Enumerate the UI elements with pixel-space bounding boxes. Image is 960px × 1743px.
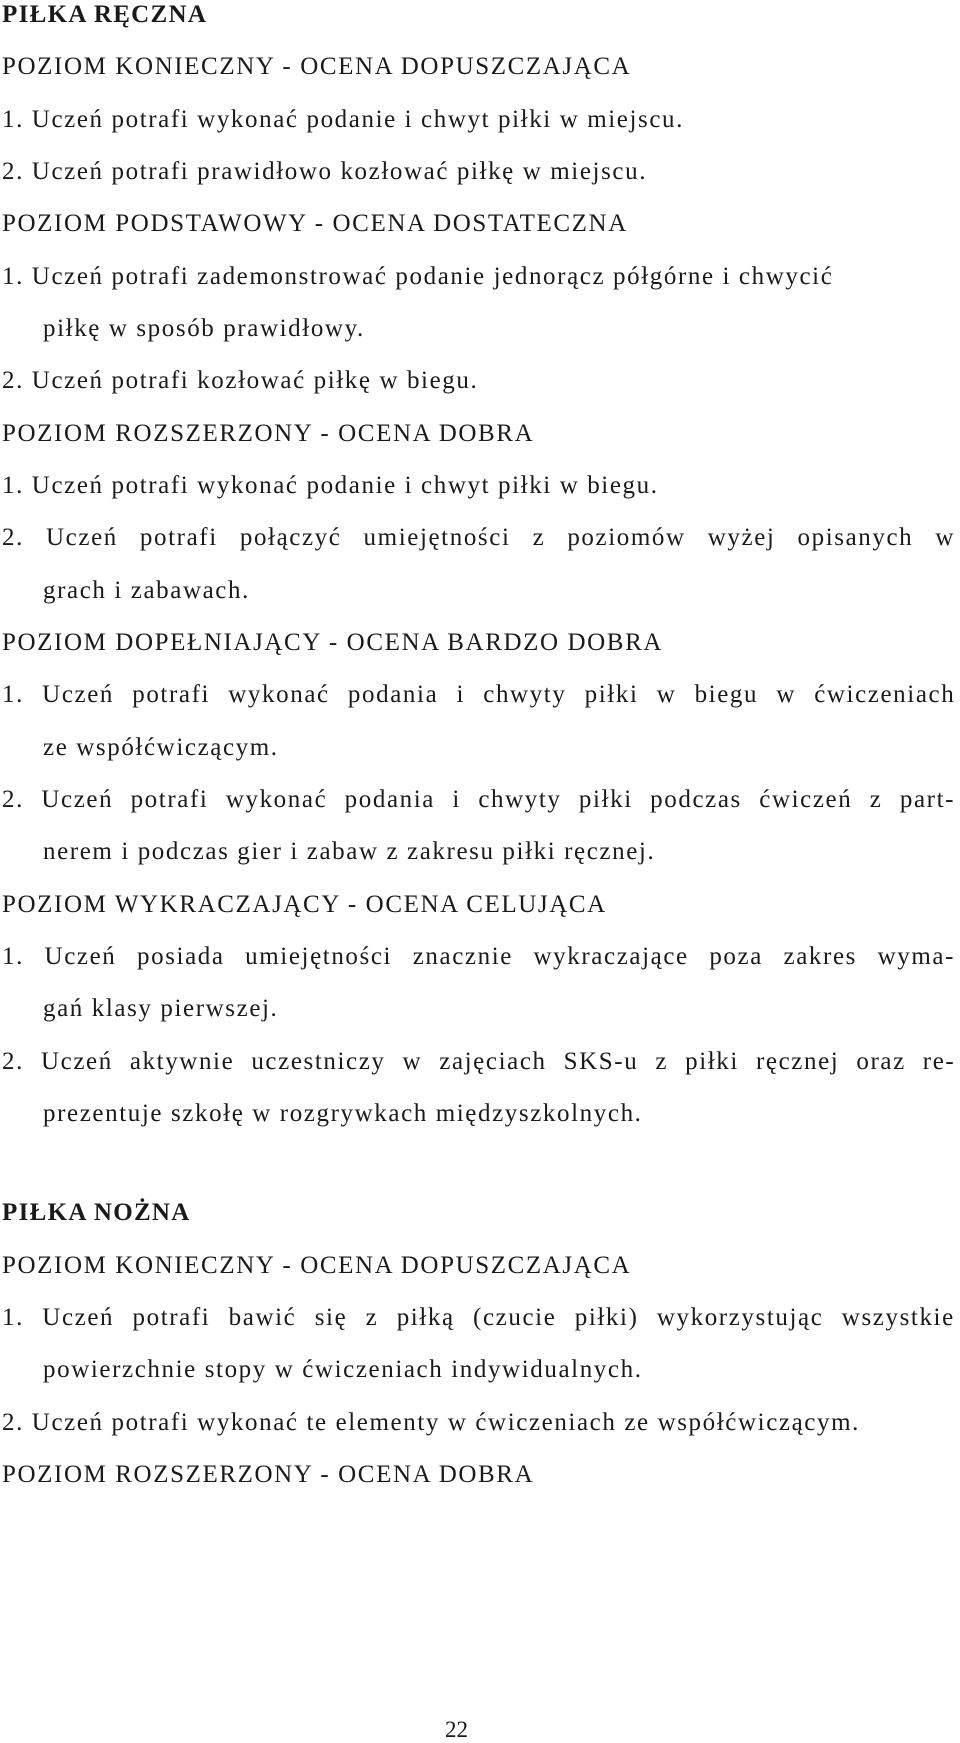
requirement-continuation: piłkę w sposób prawidłowy. [43,315,365,342]
requirement-text: 1. Uczeń potrafi zademonstrować podanie jednorącz półgórne i chwycić [2,263,834,290]
requirement-line-justified: 2. Uczeń potrafi wykonać podania i chwyty piłki podczas ćwiczeń z part- [2,786,956,813]
level-heading-complementary: POZIOM DOPEŁNIAJĄCY - OCENA BARDZO DOBRA [2,629,664,656]
level-heading-basic: POZIOM PODSTAWOWY - OCENA DOSTATECZNA [2,210,628,237]
requirement-line: 2. Uczeń potrafi wykonać te elementy w ćwiczeniach ze współćwiczącym. [2,1409,860,1436]
section-title-handball: PIŁKA RĘCZNA [2,1,208,28]
requirement-line: 2. Uczeń potrafi kozłować piłkę w biegu. [2,367,479,394]
requirement-line-justified: 2. Uczeń aktywnie uczestniczy w zajęciach SKS-u z piłki ręcznej oraz re- [2,1048,956,1075]
requirement-line-justified: 1. Uczeń posiada umiejętności znacznie wykraczające poza zakres wyma- [2,943,955,970]
requirement-continuation: nerem i podczas gier i zabaw z zakresu piłki ręcznej. [43,838,656,865]
requirement-line-justified: 1. Uczeń potrafi wykonać podania i chwyty piłki w biegu w ćwiczeniach [2,681,956,708]
requirement-line-justified: 1. Uczeń potrafi bawić się z piłką (czucie piłki) wykorzystując wszystkie [2,1304,955,1331]
requirement-line: 1. Uczeń potrafi wykonać podanie i chwyt piłki w miejscu. [2,106,685,133]
requirement-line-justified: 2. Uczeń potrafi połączyć umiejętności z poziomów wyżej opisanych w [2,524,956,551]
level-heading-required: POZIOM KONIECZNY - OCENA DOPUSZCZAJĄCA [2,53,632,80]
requirement-line: 1. Uczeń potrafi wykonać podanie i chwyt piłki w biegu. [2,472,659,499]
requirement-line: 2. Uczeń potrafi prawidłowo kozłować piłkę w miejscu. [2,158,648,185]
requirement-continuation: gań klasy pierwszej. [43,995,279,1022]
level-heading-required: POZIOM KONIECZNY - OCENA DOPUSZCZAJĄCA [2,1252,632,1279]
requirement-continuation: grach i zabawach. [43,577,250,604]
level-heading-exceeding: POZIOM WYKRACZAJĄCY - OCENA CELUJĄCA [2,891,607,918]
level-heading-extended: POZIOM ROZSZERZONY - OCENA DOBRA [2,1461,535,1488]
requirement-continuation: ze współćwiczącym. [43,734,279,761]
requirement-continuation: powierzchnie stopy w ćwiczeniach indywidualnych. [43,1356,643,1383]
requirement-continuation: prezentuje szkołę w rozgrywkach międzyszkolnych. [43,1100,643,1127]
page-number: 22 [445,1717,468,1742]
level-heading-extended: POZIOM ROZSZERZONY - OCENA DOBRA [2,420,535,447]
section-title-football: PIŁKA NOŻNA [2,1199,191,1226]
requirement-line-justified [2,264,955,289]
